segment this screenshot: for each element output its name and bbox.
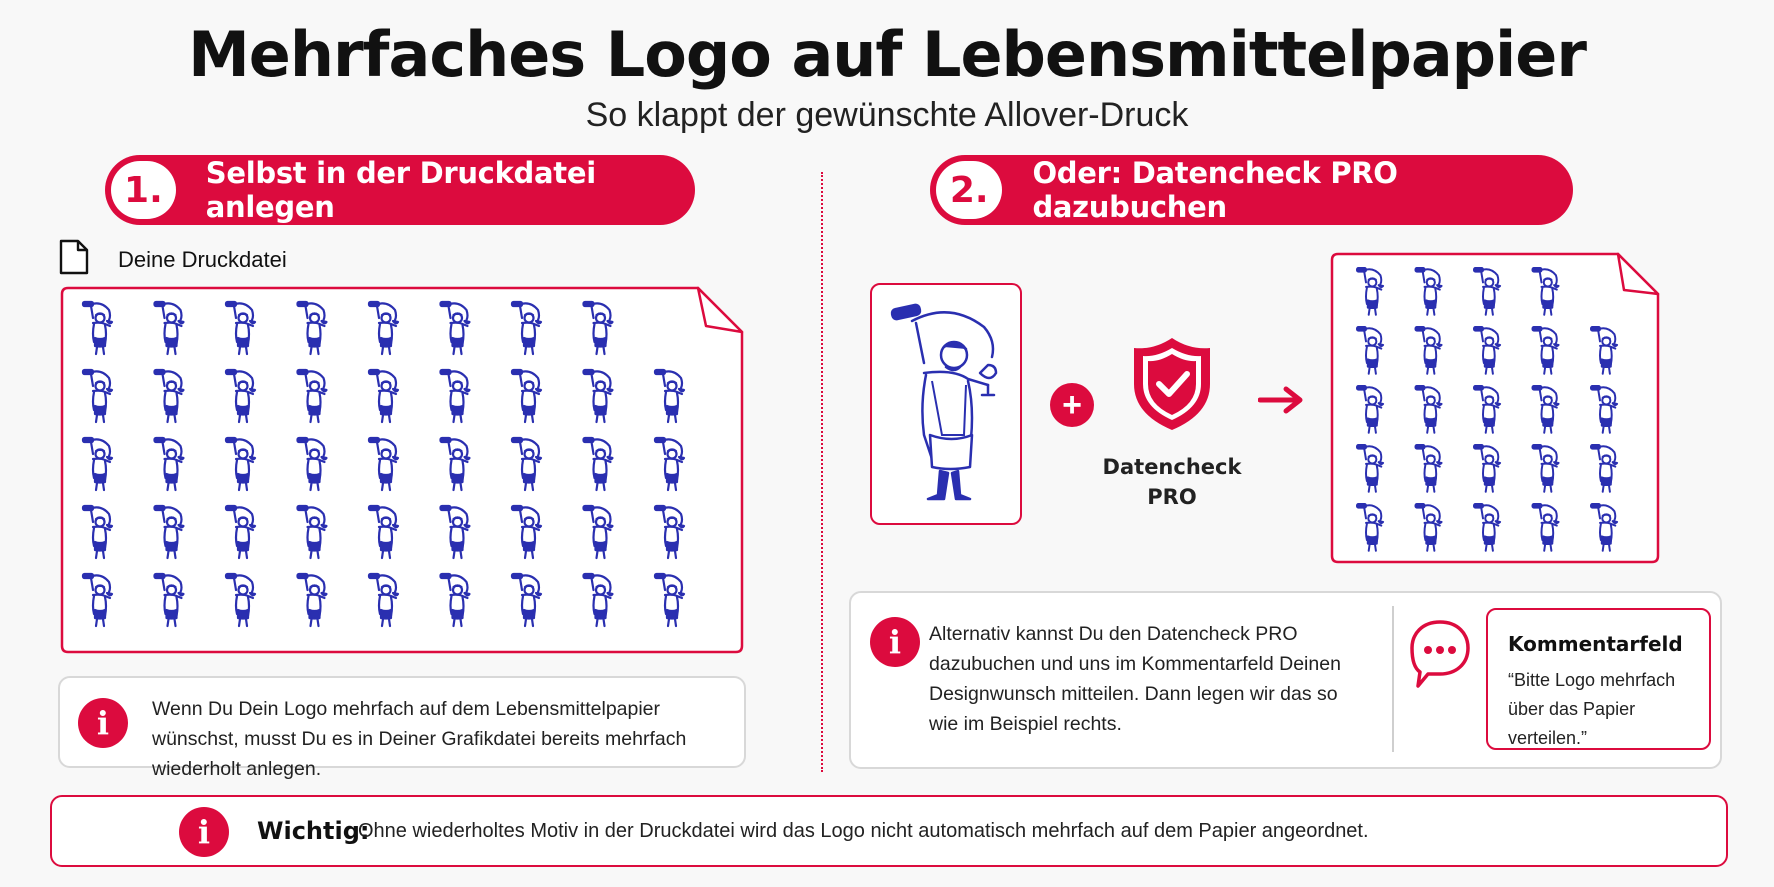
result-sheet <box>1330 252 1660 564</box>
page-title: Mehrfaches Logo auf Lebensmittelpapier <box>188 18 1586 91</box>
step2-label: Oder: Datencheck PRO dazubuchen <box>1032 156 1398 224</box>
info-icon: i <box>179 807 229 857</box>
datencheck-pro-label: Datencheck PRO <box>1102 455 1242 509</box>
speech-bubble-icon <box>1408 618 1472 690</box>
shield-check-icon <box>1130 334 1214 434</box>
file-icon <box>58 238 90 282</box>
file-label-text: Deine Druckdatei <box>118 247 287 272</box>
page-subtitle: So klappt der gewünschte Allover-Druck <box>585 96 1189 134</box>
step1-label: Selbst in der Druckdatei anlegen <box>205 156 596 224</box>
step1-info-box <box>58 676 746 780</box>
column-divider <box>821 172 823 772</box>
file-label <box>58 238 287 282</box>
single-logo-card <box>870 283 1022 525</box>
info-separator <box>1392 606 1394 752</box>
arrow-right-icon <box>1258 385 1304 415</box>
step2-header <box>930 155 1573 225</box>
step1-number: 1. <box>111 161 176 219</box>
waiter-logo <box>872 285 1020 523</box>
step1-info-text: Wenn Du Dein Logo mehrfach auf dem Lebensmittelpapier wünschst, musst Du es in Deiner Grafikdatei bereits mehrfach wiederholt anlegen. <box>152 698 687 780</box>
comment-quote: “Bitte Logo mehrfach über das Papier verteilen.” <box>1508 670 1676 748</box>
comment-field-example <box>1486 608 1711 750</box>
important-text: Ohne wiederholtes Motiv in der Druckdatei wird das Logo nicht automatisch mehrfach auf dem Papier angeordnet. <box>358 820 1369 842</box>
important-title: Wichtig: <box>257 817 370 845</box>
info-icon: i <box>78 698 128 748</box>
print-file-sheet <box>60 286 744 654</box>
info-icon: i <box>870 617 920 667</box>
step2-number: 2. <box>936 161 1002 219</box>
step2-info-text: Alternativ kannst Du den Datencheck PRO dazubuchen und uns im Kommentarfeld Deinen Designwunsch mitteilen. Dann legen wir das so wie im Beispiel rechts. <box>929 623 1341 735</box>
step1-header <box>105 155 695 225</box>
comment-title: Kommentarfeld <box>1508 632 1683 656</box>
important-notice <box>50 795 1728 867</box>
plus-icon: + <box>1050 383 1094 427</box>
